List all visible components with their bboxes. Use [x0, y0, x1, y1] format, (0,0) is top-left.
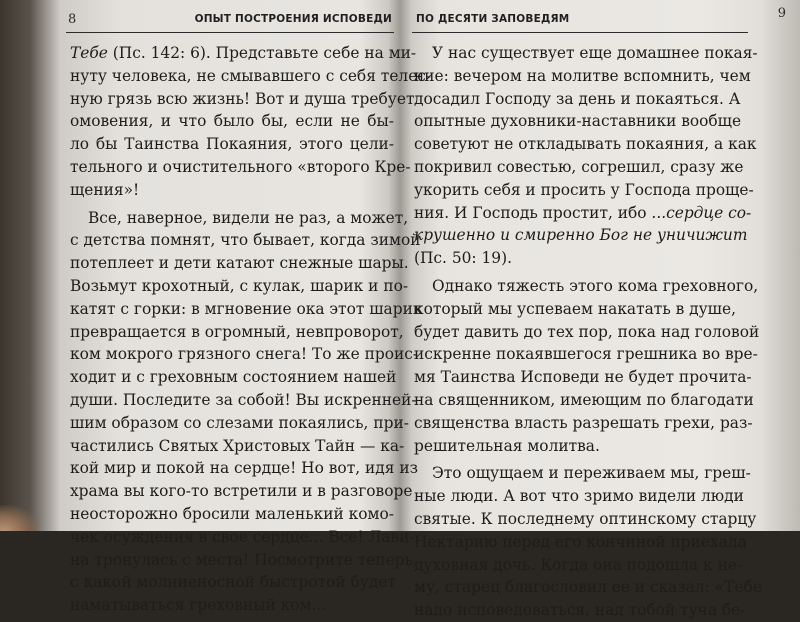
text-run: Возьмут крохотный, с кулак, шарик и по- — [70, 276, 409, 295]
text-line-content — [70, 594, 394, 617]
right-page-header — [412, 6, 786, 33]
text-line-content — [70, 389, 417, 412]
text-line — [414, 133, 757, 156]
text-run: будет давить до тех пор, пока над головой — [414, 322, 760, 341]
text-line-content — [70, 526, 415, 549]
text-line-content — [70, 321, 404, 344]
text-line-content — [70, 65, 432, 88]
text-line-content — [414, 65, 751, 88]
text-line-content — [70, 42, 417, 65]
text-line — [414, 599, 746, 622]
text-run: надо исповедоваться, над тобой туча бе- — [414, 601, 746, 620]
text-line-content — [414, 343, 758, 366]
text-line — [414, 179, 754, 202]
text-line — [414, 42, 758, 65]
text-run: частились Святых Христовых Тайн — ка- — [70, 436, 405, 455]
text-run: Это ощущаем и переживаем мы, греш- — [432, 464, 751, 483]
text-line — [70, 179, 394, 202]
text-line-content — [414, 247, 714, 270]
text-line — [414, 576, 762, 599]
text-line — [70, 503, 394, 526]
text-line — [70, 366, 397, 389]
text-line — [414, 435, 714, 458]
text-line — [414, 202, 752, 225]
text-line-content — [414, 599, 746, 622]
text-line — [70, 526, 415, 549]
text-line-content — [70, 549, 418, 572]
text-line — [70, 88, 415, 111]
left-page — [30, 0, 432, 615]
text-line-content — [70, 275, 409, 298]
left-page-header — [66, 10, 394, 33]
text-line — [70, 412, 409, 435]
text-line-content — [70, 343, 419, 366]
text-line-content — [432, 462, 751, 485]
text-line-content — [70, 366, 397, 389]
right-page — [402, 0, 800, 620]
text-line-content — [70, 133, 394, 156]
text-run: храма вы кого-то встретили и в разговоре — [70, 482, 413, 501]
text-run: потеплеет и дети катают снежные шары. — [70, 254, 409, 273]
text-run: решительная молитва. — [414, 436, 600, 455]
text-run: катят с горки: в мгновение ока этот шарик — [70, 299, 423, 318]
running-head: ПО ДЕСЯТИ ЗАПОВЕДЯМ — [416, 13, 570, 25]
text-line-content — [88, 207, 409, 230]
text-line — [70, 207, 409, 230]
text-line-content — [414, 133, 757, 156]
text-line-content — [70, 412, 409, 435]
text-run: который мы успеваем накатать в душе, — [414, 299, 736, 318]
text-line-content — [414, 389, 754, 412]
italic-quote: Тебе — [70, 44, 108, 62]
text-line — [70, 435, 405, 458]
text-line-content — [414, 531, 747, 554]
text-line — [414, 389, 754, 412]
text-run: У нас существует еще домашнее покая- — [432, 44, 758, 62]
text-line-content — [70, 298, 423, 321]
text-line-content — [414, 508, 757, 531]
text-line-content — [70, 179, 394, 202]
text-line — [414, 508, 757, 531]
thumb-shadow — [0, 505, 40, 531]
text-run: му, старец благословил ее и сказал: «Тебе — [414, 578, 762, 597]
text-run: на священником, имеющим по благодати — [414, 390, 754, 409]
text-line-content — [70, 252, 409, 275]
text-run: ло бы Таинства Покаяния, этого цели- — [70, 135, 394, 154]
text-line-content — [414, 110, 742, 133]
text-run: на тронулась с места! Посмотрите теперь, — [70, 550, 418, 569]
running-head: ОПЫТ ПОСТРОЕНИЯ ИСПОВЕДИ — [194, 13, 392, 25]
text-run: тельного и очистительного «второго Кре- — [70, 157, 411, 176]
text-run: шим образом со слезами покаялись, при- — [70, 413, 409, 432]
text-line — [70, 480, 413, 503]
text-run: ние: вечером на молитве вспомнить, чем — [414, 66, 751, 85]
text-line-content — [414, 321, 760, 344]
text-line — [70, 389, 417, 412]
text-run: святые. К последнему оптинскому старцу — [414, 509, 757, 528]
text-run: превращается в огромный, невпроворот, — [70, 322, 404, 341]
right-page-text — [414, 42, 762, 622]
text-line — [70, 229, 421, 252]
text-run: с какой молниеносной быстротой будет — [70, 573, 396, 592]
text-run: мя Таинства Исповеди не будет прочита- — [414, 368, 752, 387]
text-run: души. Последите за собой! Вы искренней- — [70, 390, 417, 409]
text-line-content — [70, 229, 421, 252]
text-line-content — [414, 485, 744, 508]
text-run: ком мокрого грязного снега! То же проис- — [70, 345, 419, 364]
text-run: искренне покаявшегося грешника во вре- — [414, 345, 758, 364]
text-line — [70, 275, 409, 298]
text-run: омовения, и что было бы, если не бы- — [70, 112, 394, 131]
text-line — [70, 298, 423, 321]
text-line — [70, 343, 419, 366]
text-line-content — [414, 366, 752, 389]
text-line-content — [414, 412, 753, 435]
text-run: ния. И Господь простит, ибо — [414, 203, 652, 222]
text-line — [414, 247, 714, 270]
text-line-content — [414, 576, 762, 599]
text-run: щения»! — [70, 180, 140, 199]
text-run: ходит и с греховным состоянием нашей — [70, 368, 397, 387]
text-line — [414, 275, 759, 298]
text-line — [70, 571, 394, 594]
italic-quote: крушенно и смиренно Бог не уничижит — [414, 226, 748, 245]
text-run: священства власть разрешать грехи, раз- — [414, 413, 753, 432]
text-line-content — [414, 298, 736, 321]
text-line-content — [414, 179, 754, 202]
page-number: 9 — [777, 6, 786, 21]
text-run: нуту человека, не смывавшего с себя телес- — [70, 66, 432, 85]
text-run: досадил Господу за день и покаяться. А — [414, 89, 741, 108]
text-run: наматываться греховный ком... — [70, 596, 327, 615]
text-run: кой мир и покой на сердце! Но вот, идя из — [70, 459, 418, 478]
text-line-content — [414, 435, 714, 458]
text-line — [70, 110, 394, 133]
text-line-content — [70, 503, 394, 526]
page-number: 8 — [68, 12, 77, 27]
text-line-content — [70, 435, 405, 458]
text-line-content — [70, 110, 394, 133]
text-run: с детства помнят, что бывает, когда зимой — [70, 231, 421, 250]
text-run: Все, наверное, видели не раз, а может, — [88, 208, 409, 227]
text-line-content — [414, 156, 744, 179]
text-line — [414, 224, 748, 247]
text-run: (Пс. 142: 6). Представьте себе на ми- — [107, 44, 417, 62]
text-line-content — [414, 554, 743, 577]
text-line — [414, 554, 743, 577]
text-line-content — [70, 156, 411, 179]
text-line-content — [414, 224, 748, 247]
text-run: опытные духовники-наставники вообще — [414, 112, 742, 131]
text-line — [70, 594, 394, 617]
text-run: (Пс. 50: 19). — [414, 249, 512, 268]
text-line — [70, 321, 404, 344]
text-line — [414, 156, 744, 179]
text-line-content — [414, 88, 741, 111]
text-line-content — [70, 480, 413, 503]
text-line — [414, 88, 741, 111]
text-line — [414, 462, 751, 485]
text-line — [414, 485, 744, 508]
text-run: неосторожно бросили маленький комо- — [70, 504, 394, 523]
italic-quote: ...сердце со- — [651, 203, 752, 222]
text-run: Нектарию перед его кончиной приехала — [414, 532, 747, 551]
text-line-content — [432, 42, 758, 65]
text-line — [70, 457, 418, 480]
text-line-content — [70, 88, 415, 111]
text-line — [70, 549, 418, 572]
text-line — [414, 343, 758, 366]
text-line — [70, 252, 409, 275]
text-line-content — [414, 202, 752, 225]
text-run: духовная дочь. Когда она подошла к не- — [414, 555, 743, 574]
text-line — [414, 65, 751, 88]
text-line-content — [432, 275, 759, 298]
text-run: советуют не откладывать покаяния, а как — [414, 135, 757, 154]
text-line — [70, 42, 417, 65]
text-line — [414, 321, 760, 344]
text-run: ные люди. А вот что зримо видели люди — [414, 487, 744, 506]
text-line-content — [70, 571, 394, 594]
text-line — [70, 65, 432, 88]
text-line — [70, 133, 394, 156]
text-run: ную грязь всю жизнь! Вот и душа требует — [70, 89, 415, 108]
text-line — [414, 110, 742, 133]
text-line — [414, 531, 747, 554]
text-line — [414, 412, 753, 435]
text-run: покривил совестью, согрешил, сразу же — [414, 157, 744, 176]
text-line-content — [70, 457, 418, 480]
text-run: чек осуждения в свое сердце... Все! Лави- — [70, 527, 415, 546]
text-run: укорить себя и просить у Господа проще- — [414, 180, 754, 199]
text-line — [414, 366, 752, 389]
text-line — [70, 156, 411, 179]
text-run: Однако тяжесть этого кома греховного, — [432, 276, 759, 295]
text-line — [414, 298, 736, 321]
